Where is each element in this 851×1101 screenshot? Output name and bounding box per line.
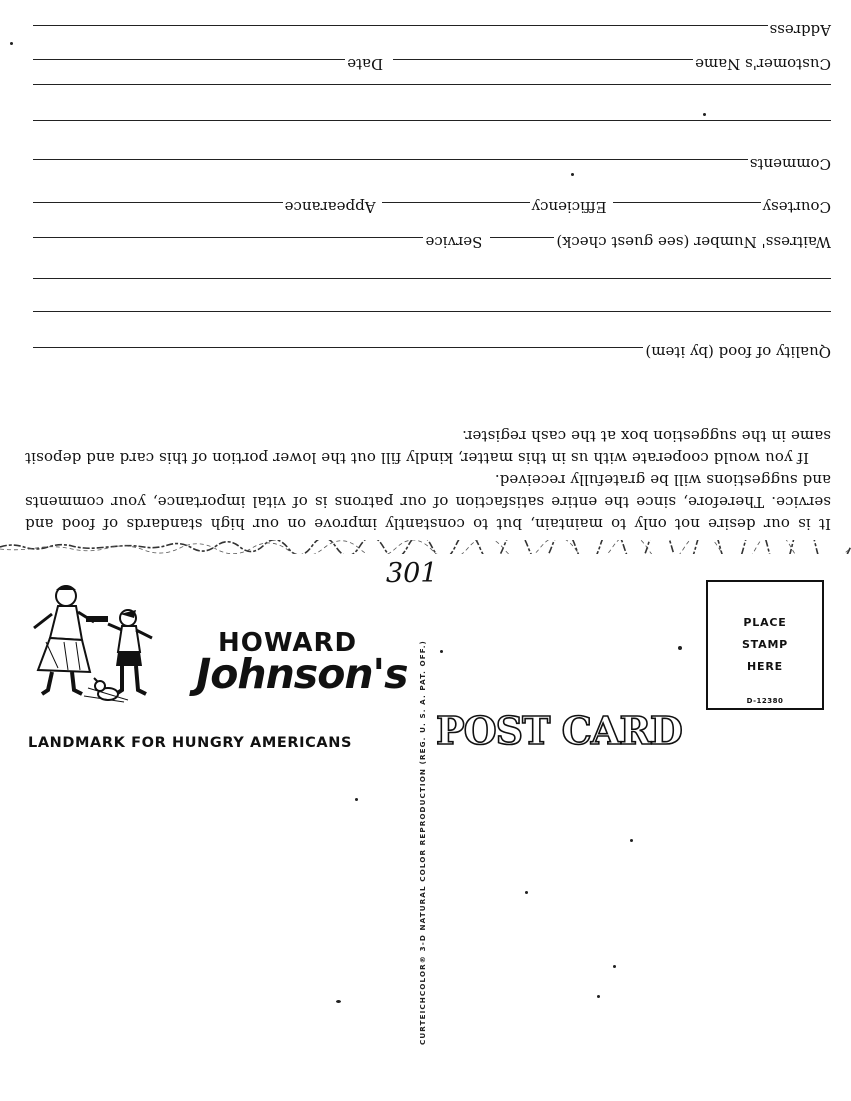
quality-of-food-field[interactable]: [33, 343, 831, 365]
courtesy-line[interactable]: [613, 202, 761, 203]
print-speck: [597, 995, 600, 998]
comment-card: [0, 0, 851, 545]
blank-line-2[interactable]: [33, 278, 831, 279]
print-speck: [336, 1000, 341, 1003]
stamp-line-here: HERE: [747, 660, 783, 673]
courtesy-label: Courtesy: [762, 198, 831, 216]
quality-of-food-line[interactable]: [33, 347, 643, 348]
waitress-number-label: Waitress' Number (see guest check): [556, 233, 831, 251]
ratings-row: [33, 198, 831, 220]
address-line[interactable]: [33, 25, 768, 26]
efficiency-line[interactable]: [382, 202, 530, 203]
waitress-and-boy-illustration: [28, 578, 163, 703]
customer-name-line[interactable]: [393, 59, 693, 60]
printer-credit-line: CURTEICHCOLOR® 3-D NATURAL COLOR REPRODUCTION (REG. U. S. A. PAT. OFF.): [418, 640, 427, 1045]
customer-name-label: Customer's Name: [695, 55, 831, 73]
intro-paragraphs: [25, 425, 831, 535]
print-speck: [630, 839, 633, 842]
intro-paragraph-1: It is our desire not only to maintain, but to constantly improve on our high standards of food and service. Therefore, since the entire satisfaction of our patrons is of vital importance, your comments and suggestions will be gratefully received.: [25, 471, 831, 533]
waitress-service-row: [33, 233, 831, 255]
appearance-label: Appearance: [284, 198, 376, 216]
customer-name-date-row: [33, 55, 831, 77]
service-line[interactable]: [33, 237, 423, 238]
appearance-line[interactable]: [33, 202, 283, 203]
address-field[interactable]: [33, 21, 831, 43]
stamp-box: [706, 580, 824, 710]
howard-logo-text: HOWARD: [218, 628, 358, 658]
comments-field[interactable]: [33, 155, 831, 177]
comments-line-3[interactable]: [33, 84, 831, 85]
print-speck: [613, 965, 616, 968]
print-speck: [703, 113, 706, 116]
comments-line[interactable]: [33, 159, 748, 160]
date-line[interactable]: [33, 59, 345, 60]
print-speck: [440, 650, 443, 653]
print-speck: [525, 891, 528, 894]
johnsons-logo-text: Johnson's: [196, 650, 408, 698]
comments-line-2[interactable]: [33, 120, 831, 121]
stamp-line-place: PLACE: [743, 616, 787, 629]
comments-label: Comments: [749, 155, 831, 173]
waitress-number-line[interactable]: [490, 237, 554, 238]
print-speck: [571, 173, 574, 176]
print-speck: [10, 42, 13, 45]
quality-of-food-label: Quality of food (by item): [645, 343, 831, 361]
stamp-instructions: [708, 612, 822, 678]
tagline: LANDMARK FOR HUNGRY AMERICANS: [28, 735, 353, 751]
print-speck: [355, 798, 358, 801]
address-label: Address: [769, 21, 831, 39]
postcard-title: POST CARD: [436, 708, 682, 753]
torn-edge-divider: [0, 540, 851, 554]
service-label: Service: [425, 233, 483, 251]
blank-line-1[interactable]: [33, 311, 831, 312]
intro-paragraph-2: If you would cooperate with us in this matter, kindly fill out the lower portion of this card and deposit same in the suggestion box at the cash register.: [25, 427, 831, 467]
print-speck: [678, 646, 682, 650]
handwritten-number: 301: [386, 558, 438, 589]
stamp-code: D-12380: [746, 697, 784, 705]
date-label: Date: [347, 55, 384, 73]
efficiency-label: Efficiency: [531, 198, 607, 216]
stamp-line-stamp: STAMP: [741, 638, 789, 651]
